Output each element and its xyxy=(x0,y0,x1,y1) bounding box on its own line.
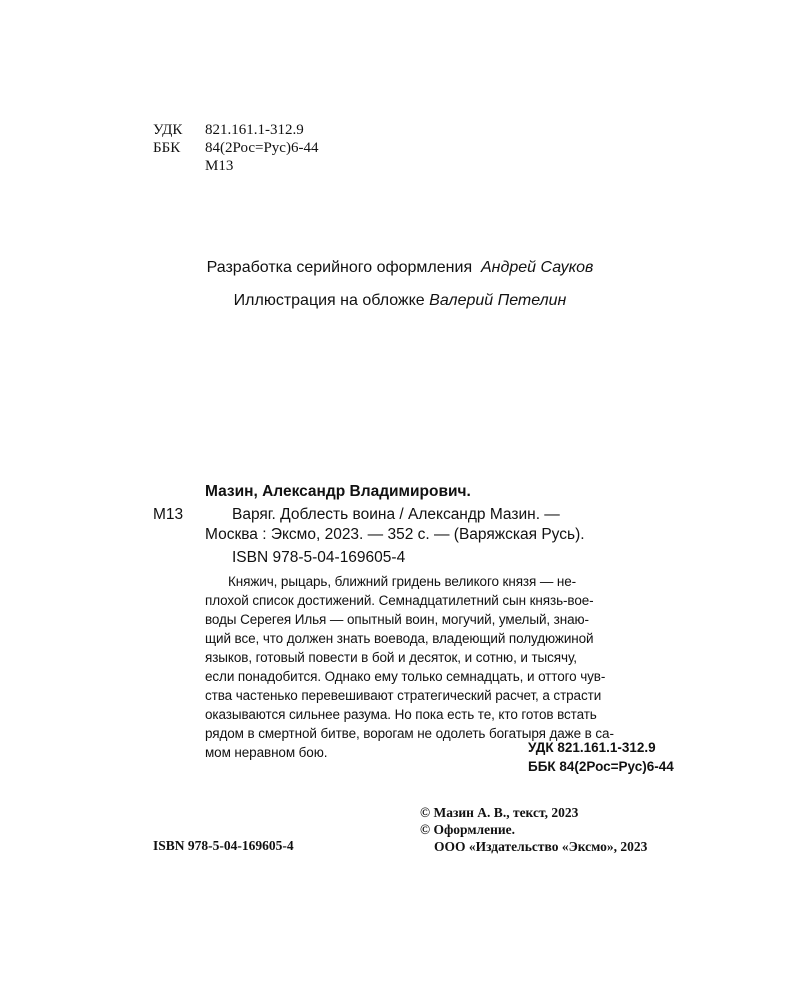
bbk-label: ББК xyxy=(153,140,181,156)
card-bbk: ББК 84(2Рос=Рус)6-44 xyxy=(528,759,674,774)
copyright-design: © Оформление. xyxy=(420,822,516,837)
annotation-line: рядом в смертной битве, ворогам не одолеть богатыря даже в са- xyxy=(205,726,614,741)
annotation-line: мом неравном бою. xyxy=(205,745,328,760)
card-udk: УДК 821.161.1-312.9 xyxy=(528,740,656,755)
annotation-line: языков, готовый повести в бой и десяток, и сотню, и тысячу, xyxy=(205,650,577,665)
card-title-line: Варяг. Доблесть воина / Александр Мазин. — xyxy=(232,506,560,523)
card-isbn: ISBN 978-5-04-169605-4 xyxy=(232,549,406,566)
design-credit xyxy=(0,259,800,277)
annotation-line: если понадобится. Однако ему только семнадцать, и оттого чув- xyxy=(205,669,606,684)
annotation-line: щий все, что должен знать воевода, владеющий полудюжиной xyxy=(205,631,594,646)
illustration-credit-name: Валерий Петелин xyxy=(429,292,567,309)
annotation-line: воды Серегея Илья — опытный воин, могучий, умелый, знаю- xyxy=(205,612,589,627)
bbk-value: 84(2Рос=Рус)6-44 xyxy=(205,140,319,156)
illustration-credit-text: Иллюстрация на обложке xyxy=(233,292,425,309)
publisher: ООО «Издательство «Эксмо», 2023 xyxy=(434,839,648,854)
card-title-line: Москва : Эксмо, 2023. — 352 с. — (Варяжская Русь). xyxy=(205,526,585,543)
udk-label: УДК xyxy=(153,122,183,138)
card-code: М13 xyxy=(153,506,184,523)
copyright-author: © Мазин А. В., текст, 2023 xyxy=(420,805,579,820)
footer-isbn: ISBN 978-5-04-169605-4 xyxy=(153,838,294,853)
udk-value: 821.161.1-312.9 xyxy=(205,122,304,138)
annotation-line: плохой список достижений. Семнадцатилетний сын князь-вое- xyxy=(205,593,594,608)
design-credit-text: Разработка серийного оформления xyxy=(206,259,473,276)
annotation-line: ства частенько перевешивают стратегический расчет, а страсти xyxy=(205,688,602,703)
design-credit-name: Андрей Сауков xyxy=(481,259,594,276)
author-code: М13 xyxy=(205,158,234,174)
annotation-line: оказываются сильнее разума. Но пока есть те, кто готов встать xyxy=(205,707,597,722)
card-author: Мазин, Александр Владимирович. xyxy=(205,483,471,500)
annotation-line: Княжич, рыцарь, ближний гридень великого князя — не- xyxy=(228,574,577,589)
illustration-credit xyxy=(0,292,800,310)
